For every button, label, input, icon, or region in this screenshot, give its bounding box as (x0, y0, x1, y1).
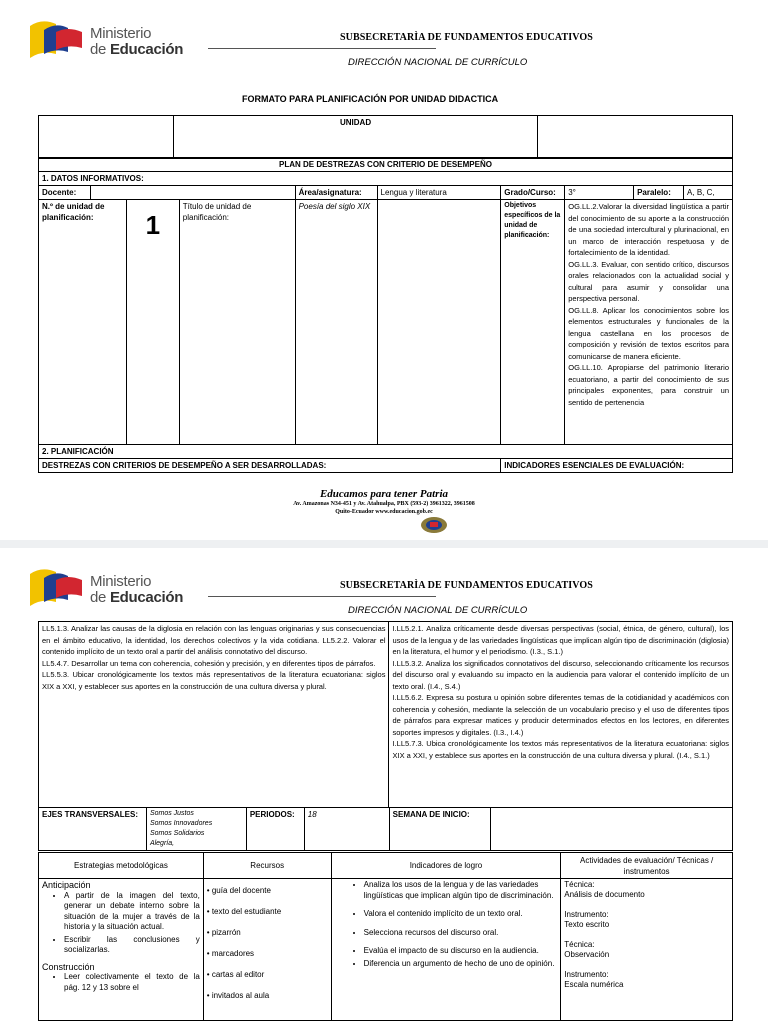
logo-line-2-prefix: de (90, 589, 110, 606)
actividad-value: Análisis de documento (564, 890, 645, 899)
anticipacion-label: Anticipación (42, 880, 91, 890)
titulo-extra-cell (377, 200, 501, 445)
logo-line-2-prefix: de (90, 41, 110, 58)
unidad-cell-left (39, 116, 174, 159)
direccion-heading: DIRECCIÓN NACIONAL DE CURRÍCULO (348, 57, 528, 68)
grado-value: 3° (565, 186, 634, 200)
subsecretaria-heading: SUBSECRETARÌA DE FUNDAMENTOS EDUCATIVOS (340, 32, 593, 43)
objetivo-item: OG.LL.8. Aplicar los conocimientos sobre los elementos estructurales y funcionales de la lengua castellana en los procesos de composición y revisión de textos escritos para comunicarse de manera eficiente. (568, 305, 729, 361)
col-indicadores: Indicadores de logro (331, 853, 561, 879)
unidad-label: UNIDAD (173, 116, 537, 159)
actividad-label: Instrumento: (564, 910, 609, 919)
col-recursos: Recursos (203, 853, 331, 879)
titulo-label: Título de unidad de planificación: (179, 200, 295, 445)
indicador-item: • Valora el contenido implícito de un texto oral. (364, 909, 558, 920)
construccion-list (42, 972, 200, 993)
formato-title: FORMATO PARA PLANIFICACIÓN POR UNIDAD DIDACTICA (242, 94, 499, 104)
ejes-table (38, 807, 733, 851)
objetivos-label: Objetivos específicos de la unidad de planificación: (501, 200, 565, 445)
footer-slogan: Educamos para tener Patria (319, 488, 449, 500)
paralelo-value: A, B, C, (684, 186, 733, 200)
logo-line-1: Ministerio (90, 573, 152, 590)
construccion-item: • Leer colectivamente el texto de la pág. 12 y 13 sobre el (64, 972, 200, 993)
recurso-item: • guía del docente (206, 886, 271, 895)
subsecretaria-heading: SUBSECRETARÌA DE FUNDAMENTOS EDUCATIVOS (340, 580, 593, 591)
ecuador-flag-icon (28, 16, 84, 62)
docente-value (90, 186, 295, 200)
indicadores-logro-cell (331, 879, 561, 1021)
plan-title: PLAN DE DESTREZAS CON CRITERIO DE DESEMPEÑO (39, 158, 733, 172)
anticipacion-item: • A partir de la imagen del texto, generar un debate interno sobre la situación de la mujer a través de la historia y la situación actual. (64, 891, 200, 933)
recurso-item: • marcadores (206, 949, 255, 958)
eje-item: Alegría, (149, 840, 175, 847)
estrategias-cell (39, 879, 204, 1021)
indicador-item: • Diferencia un argumento de hecho de uno de opinión. (364, 959, 558, 970)
indicadores-text: I.LL5.2.1. Analiza críticamente desde diversas perspectivas (social, étnica, de género, cultural), los usos de la lengua y de las variedades lingüísticas que implican algún tipo de discriminación (diglosia) en la literatura, el humor y el periodismo. (I.3., S.1.) I.LL5.3.2. Analiza los significados connotativos del discurso, seleccionando críticamente los recursos del discurso oral y evaluando su impacto en la audiencia para valorar el contenido implícito de un texto oral. (I.4., S.4.) I.LL5.6.2. Expresa su postura u opinión sobre diferentes temas de la cotidianidad y académicos con coherencia y cohesión, mediante la selección de un vocabulario preciso y el uso de diferentes tipos de párrafos para expresar matices y producir determinados efectos en los lectores, en diferentes soportes impresos y digitales. (I.3., I.4.) I.LL5.7.3. Ubica cronológicamente los textos más representativos de la literatura ecuatoriana: siglos XIX a XXI, y establece sus aportes en la construcción de una cultura diversa y plural. (I.4., S.1.) (389, 622, 733, 808)
recurso-item: • cartas al editor (206, 970, 265, 979)
actividad-label: Técnica: (564, 880, 595, 889)
periodos-label: PERIODOS: (246, 808, 304, 851)
ejes-values (146, 808, 246, 851)
emblem-icon (418, 516, 450, 534)
anticipacion-item: • Escribir las conclusiones y socializarlas. (64, 935, 200, 956)
indicadores-logro-list (342, 880, 558, 969)
actividad-label: Técnica: (564, 940, 595, 949)
logo-line-1: Ministerio (90, 25, 152, 42)
footer-address-1: Av. Amazonas N34-451 y Av. Atahualpa, PBX (593-2) 3961322, 3961508 (293, 501, 475, 507)
page-footer (0, 488, 768, 516)
ministerio-logo (28, 16, 188, 64)
objetivo-item: OG.LL.2.Valorar la diversidad lingüística a partir del conocimiento de su aporte a la construcción de una sociedad intercultural y plurinacional, en un marco de interacción respetuosa y de fortalecimiento de la identidad. (568, 202, 729, 257)
area-value: Lengua y literatura (377, 186, 501, 200)
indicador-item: • Evalúa el impacto de su discurso en la audiencia. (364, 946, 558, 957)
titulo-value: Poesía del siglo XIX (295, 200, 377, 445)
logo-line-2-bold: Educación (109, 589, 184, 606)
planificacion-label: 2. PLANIFICACIÓN (39, 445, 733, 459)
anticipacion-list (42, 891, 200, 956)
datos-table (38, 157, 733, 473)
destrezas-label: DESTREZAS CON CRITERIOS DE DESEMPEÑO A SER DESARROLLADAS: (39, 459, 501, 473)
ejes-label: EJES TRANSVERSALES: (39, 808, 147, 851)
ecuador-flag-icon (28, 564, 84, 610)
destrezas-text: LL5.1.3. Analizar las causas de la diglosia en relación con las lenguas originarias y sus consecuencias en el ámbito educativo, la identidad, los derechos colectivos y la vida cotidiana. LL5.2.2. Valorar el contenido implícito de un texto oral a partir del análisis connotativo del discurso. LL5.4.7. Desarrollar un tema con coherencia, cohesión y precisión, y en diferentes tipos de párrafos. LL5.5.3. Ubicar cronológicamente los textos más representativos de la literatura ecuatoriana: siglos XIX a XXI, y establecer sus aportes en la construcción de una cultura diversa y plural. (39, 622, 389, 808)
eje-item: Somos Innovadores (149, 820, 213, 827)
destrezas-indicadores-table (38, 621, 733, 808)
num-unidad-label: N.º de unidad de planificación: (39, 200, 127, 445)
col-estrategias: Estrategias metodológicas (39, 853, 204, 879)
datos-label: 1. DATOS INFORMATIVOS: (39, 172, 733, 186)
actividad-value: Observación (564, 950, 610, 959)
recurso-item: • pizarrón (206, 928, 241, 937)
actividades-cell (561, 879, 733, 1021)
objetivo-item: OG.LL.3. Evaluar, con sentido crítico, discursos orales relacionados con la actualidad social y cultural para asumir y consolidar una perspectiva personal. (568, 259, 729, 303)
header-divider (208, 596, 436, 597)
indicadores-label: INDICADORES ESENCIALES DE EVALUACIÓN: (501, 459, 733, 473)
direccion-heading: DIRECCIÓN NACIONAL DE CURRÍCULO (348, 605, 528, 616)
recurso-item: • invitados al aula (206, 991, 270, 1000)
footer-address-2: Quito-Ecuador www.educacion.gob.ec (335, 509, 433, 515)
recursos-cell (203, 879, 331, 1021)
semana-value (490, 808, 733, 851)
header-divider (208, 48, 436, 49)
objetivo-item: OG.LL.10. Apropiarse del patrimonio literario ecuatoriano, a partir del conocimiento de sus principales exponentes, para construir un sentido de pertenencia (568, 363, 729, 407)
num-unidad-value: 1 (126, 200, 179, 445)
col-actividades: Actividades de evaluación/ Técnicas / instrumentos (561, 853, 733, 879)
actividad-value: Texto escrito (564, 920, 610, 929)
grado-label: Grado/Curso: (501, 186, 565, 200)
semana-label: SEMANA DE INICIO: (389, 808, 490, 851)
paralelo-label: Paralelo: (634, 186, 684, 200)
objetivos-list (565, 200, 733, 445)
area-label: Área/asignatura: (295, 186, 377, 200)
periodos-value: 18 (304, 808, 389, 851)
docente-label: Docente: (39, 186, 91, 200)
indicador-item: • Analiza los usos de la lengua y de las variedades lingüísticas que implican algún tipo de discriminación. (364, 880, 558, 901)
actividad-value: Escala numérica (564, 980, 624, 989)
eje-item: Somos Solidarios (149, 830, 205, 837)
planificacion-table (38, 852, 733, 1021)
construccion-label: Construcción (42, 961, 95, 972)
unidad-table (38, 115, 733, 159)
ministerio-logo (28, 564, 188, 612)
eje-item: Somos Justos (149, 810, 194, 817)
recurso-item: • texto del estudiante (206, 907, 282, 916)
logo-line-2-bold: Educación (109, 41, 184, 58)
actividad-label: Instrumento: (564, 970, 609, 979)
indicador-item: • Selecciona recursos del discurso oral. (364, 928, 558, 939)
unidad-cell-right (538, 116, 733, 159)
document-page-2 (0, 548, 768, 1024)
